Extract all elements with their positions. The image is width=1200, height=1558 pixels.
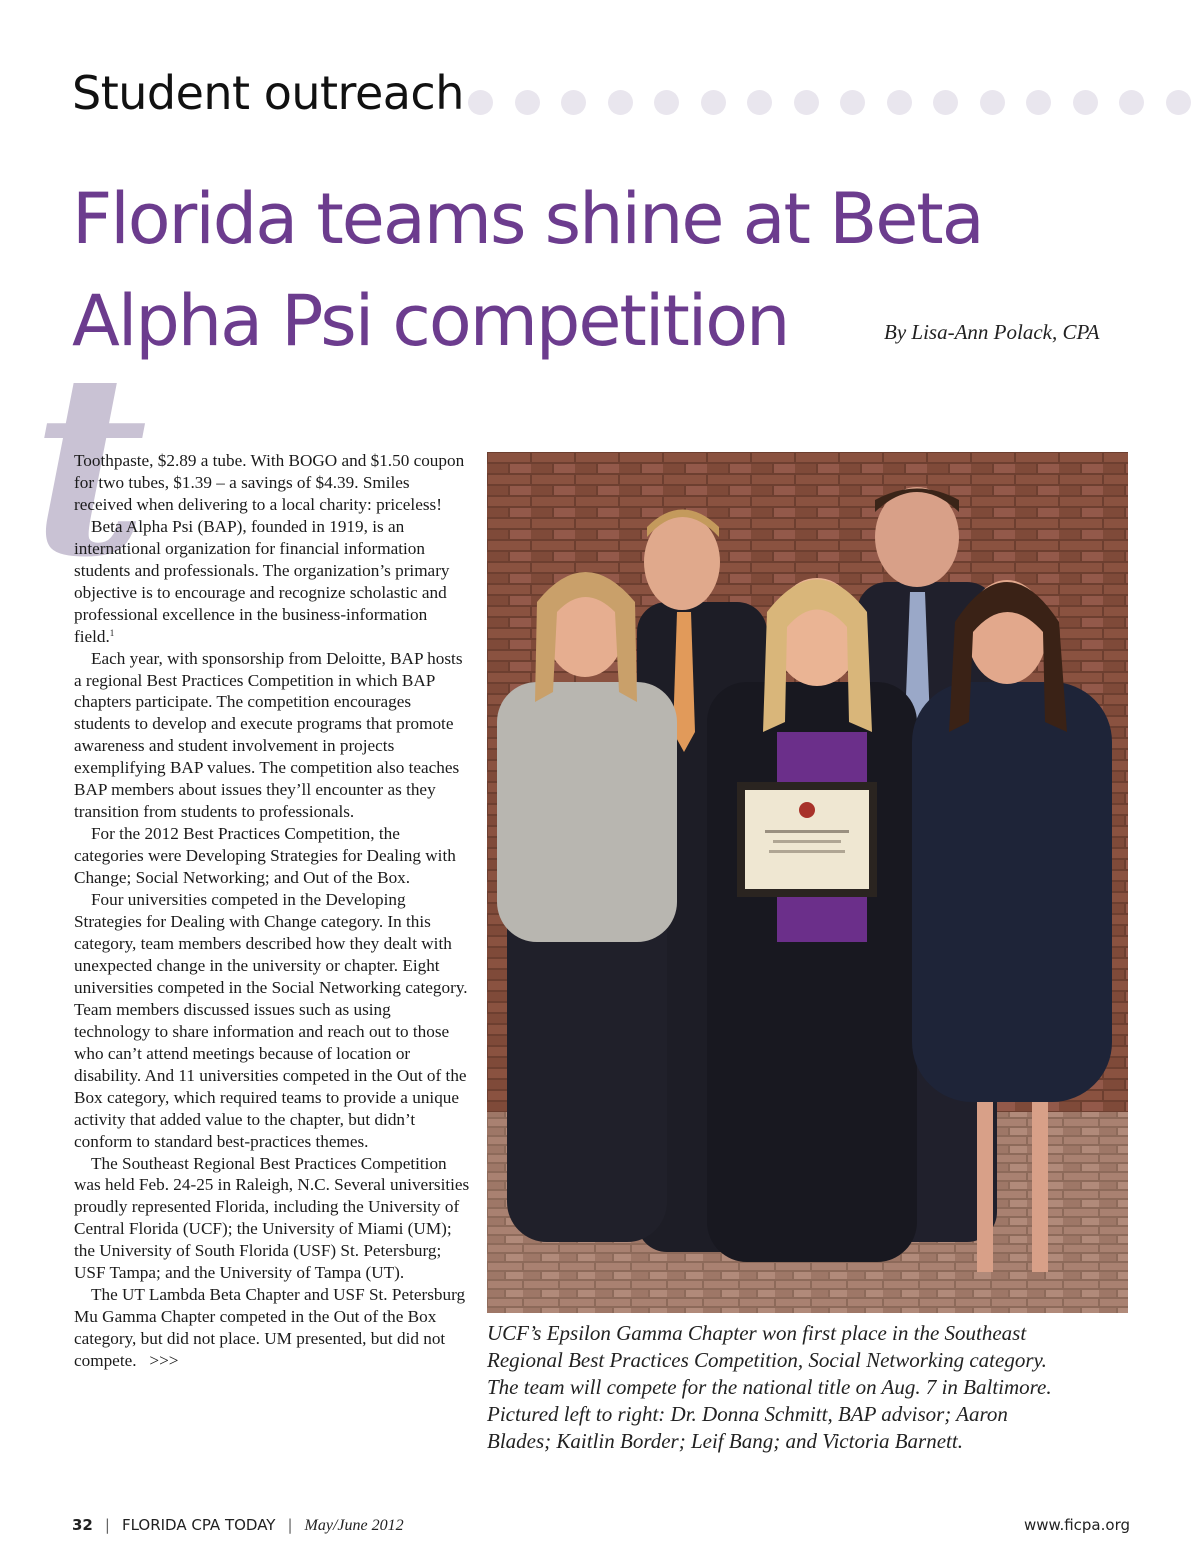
drop-cap: t xyxy=(32,318,148,612)
caption-line: UCF’s Epsilon Gamma Chapter won first place in the Southeast xyxy=(487,1321,1027,1345)
section-header xyxy=(72,66,1200,136)
decorative-dot xyxy=(794,90,819,115)
footer-separator: | xyxy=(287,1516,293,1534)
decorative-dot xyxy=(701,90,726,115)
website-link[interactable]: www.ficpa.org xyxy=(1024,1516,1130,1534)
decorative-dot xyxy=(933,90,958,115)
headline-line-2: Alpha Psi competition xyxy=(72,280,789,362)
decorative-dot xyxy=(561,90,586,115)
publication-name: FLORIDA CPA TODAY xyxy=(121,1516,276,1534)
paragraph: Each year, with sponsorship from Deloitte, BAP hosts a regional Best Practices Competition in which BAP chapters participate. The competition encourages students to develop and execute programs that promote awareness and student involvement in projects exemplifying BAP values. The competition also teaches BAP members about issues they’ll encounter as they transition from students to professionals. xyxy=(74,648,463,822)
footer-separator: | xyxy=(104,1516,110,1534)
paragraph: For the 2012 Best Practices Competition, the categories were Developing Strategies for Dealing with Change; Social Networking; and Out of the Box. xyxy=(74,824,456,888)
article-body xyxy=(74,450,470,1372)
paragraph: The UT Lambda Beta Chapter and USF St. Petersburg Mu Gamma Chapter competed in the Out of the Box category, but did not place. UM presented, but did not compete. >>> xyxy=(74,1285,466,1371)
byline: By Lisa-Ann Polack, CPA xyxy=(884,320,1100,344)
paragraph: Beta Alpha Psi (BAP), founded in 1919, is an international organization for financial information students and professionals. The organization’s primary objective is to encourage and recognize scholastic and professional excellence in the business-information field.$^1$ xyxy=(74,516,450,646)
issue-date: May/June 2012 xyxy=(304,1517,404,1534)
paragraph: Four universities competed in the Developing Strategies for Dealing with Change category. In this category, team members described how they dealt with unexpected change in the university or chapter. Eight universities competed in the Social Networking category. Team members discussed issues such as using technology to share information and reach out to those who can’t attend meetings because of location or disability. And 11 universities competed in the Out of the Box category, which required teams to provide a unique activity that added value to the chapter, but didn’t conform to standard best-practices themes. xyxy=(74,890,468,1151)
decorative-dot xyxy=(654,90,679,115)
decorative-dot xyxy=(840,90,865,115)
caption-line: Pictured left to right: Dr. Donna Schmitt, BAP advisor; Aaron xyxy=(487,1402,1008,1426)
team-photo xyxy=(487,452,1128,1313)
decorative-dot xyxy=(1166,90,1191,115)
certificate-frame xyxy=(737,782,877,897)
page-footer xyxy=(72,1516,404,1535)
page-number: 32 xyxy=(72,1516,93,1534)
caption-line: Blades; Kaitlin Border; Leif Bang; and Victoria Barnett. xyxy=(487,1429,963,1453)
decorative-dot xyxy=(608,90,633,115)
decorative-dot xyxy=(1119,90,1144,115)
section-title: Student outreach xyxy=(72,66,464,120)
paragraph: Toothpaste, $2.89 a tube. With BOGO and $1.50 coupon for two tubes, $1.39 – a savings of $4.39. Smiles received when delivering to a local charity: priceless! xyxy=(74,451,465,514)
decorative-dot xyxy=(1073,90,1098,115)
caption-line: The team will compete for the national title on Aug. 7 in Baltimore. xyxy=(487,1375,1052,1399)
decorative-dot xyxy=(747,90,772,115)
decorative-dot xyxy=(468,90,493,115)
photo-caption xyxy=(487,1320,1128,1455)
footnote-marker: 1 xyxy=(109,627,115,638)
decorative-dot xyxy=(980,90,1005,115)
decorative-dot xyxy=(1026,90,1051,115)
decorative-dot xyxy=(887,90,912,115)
headline-line-1: Florida teams shine at Beta xyxy=(72,178,983,260)
caption-line: Regional Best Practices Competition, Social Networking category. xyxy=(487,1348,1047,1372)
continued-marker: >>> xyxy=(149,1351,179,1371)
decorative-dot xyxy=(515,90,540,115)
paragraph: The Southeast Regional Best Practices Competition was held Feb. 24-25 in Raleigh, N.C. Several universities proudly represented Florida, including the University of Central Florida (UCF); the University of Miami (UM); the University of South Florida (USF) St. Petersburg; USF Tampa; and the University of Tampa (UT). xyxy=(74,1153,470,1283)
